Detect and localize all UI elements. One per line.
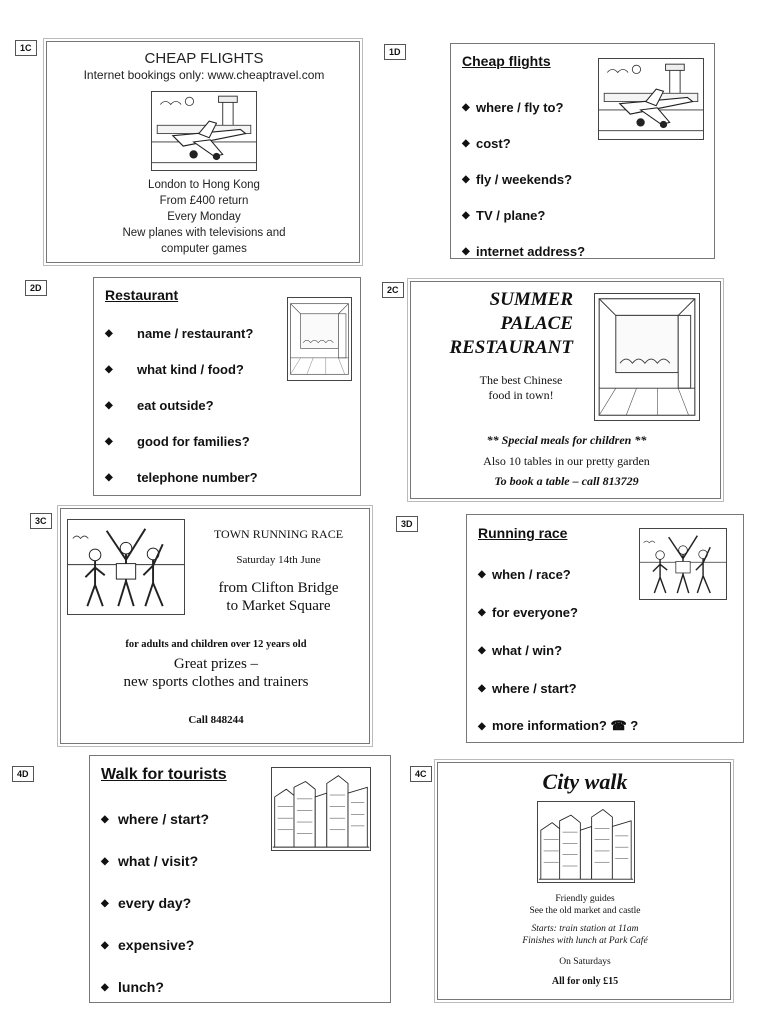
list-item: ◆ where / fly to? [462, 99, 564, 115]
list-item: ◆ TV / plane? [462, 207, 546, 223]
plane-icon [152, 92, 256, 170]
diamond-bullet-icon: ◆ [105, 471, 113, 483]
city-buildings-illustration [537, 801, 635, 883]
list-item: ◆ for everyone? [478, 604, 578, 620]
card-1c-cheap-flights-advert [46, 41, 360, 263]
diamond-bullet-icon: ◆ [462, 209, 470, 221]
list-item: ◆ what / visit? [101, 853, 199, 869]
restaurant-interior-illustration [594, 293, 700, 421]
list-item: ◆ what kind / food? [105, 361, 244, 377]
card-1c-title: CHEAP FLIGHTS [144, 50, 264, 67]
list-item: ◆ expensive? [101, 937, 195, 953]
card-2c-special-meals: ** Special meals for children ** [486, 433, 647, 447]
list-item: ◆ where / start? [101, 811, 210, 827]
card-4d-tag: 4D [12, 766, 34, 782]
runners-icon [68, 520, 184, 614]
list-item: ◆ telephone number? [105, 469, 258, 485]
list-item: ◆ more information? ☎ ? [478, 718, 639, 733]
card-3c-route: from Clifton Bridge to Market Square [218, 580, 339, 614]
diamond-bullet-icon: ◆ [101, 981, 109, 993]
card-2d-restaurant-questions [93, 277, 361, 496]
diamond-bullet-icon: ◆ [105, 327, 113, 339]
diamond-bullet-icon: ◆ [462, 173, 470, 185]
diamond-bullet-icon: ◆ [462, 101, 470, 113]
card-4d-question-list [101, 798, 209, 1008]
card-4c-city-walk-advert [437, 762, 731, 1000]
city-icon [538, 802, 634, 882]
list-item: ◆ what / win? [478, 642, 563, 658]
card-1c-details [47, 177, 361, 257]
card-2d-tag: 2D [25, 280, 47, 296]
card-4c-price: All for only £15 [551, 976, 619, 987]
card-3d-title: Running race [478, 525, 568, 541]
card-1c-subtitle: Internet bookings only: www.cheaptravel.com [83, 68, 325, 82]
card-1c-route: London to Hong Kong [148, 179, 260, 191]
city-buildings-illustration-small [271, 767, 371, 851]
diamond-bullet-icon: ◆ [478, 606, 486, 618]
card-1d-question-list [462, 89, 585, 269]
list-item: ◆ where / start? [478, 680, 577, 696]
list-item: ◆ cost? [462, 135, 511, 151]
card-2c-summer-palace-advert [410, 281, 721, 499]
list-item: ◆ internet address? [462, 243, 586, 259]
card-1c-price: From £400 return [159, 195, 249, 207]
card-3c-call: Call 848244 [188, 714, 244, 726]
card-3c-prizes: Great prizes – new sports clothes and trainers [123, 656, 309, 690]
card-1d-cheap-flights-questions [450, 43, 715, 259]
city-icon [272, 768, 370, 850]
card-1c-day: Every Monday [167, 211, 241, 223]
restaurant-icon [595, 294, 699, 420]
runners-finish-line-illustration [67, 519, 185, 615]
card-2c-booking: To book a table – call 813729 [494, 474, 639, 488]
airport-plane-illustration-small [598, 58, 704, 140]
card-2c-title: SUMMER PALACE RESTAURANT [449, 289, 573, 358]
card-1c-games: computer games [161, 243, 247, 255]
plane-icon [599, 59, 703, 139]
list-item: ◆ when / race? [478, 566, 571, 582]
card-3d-tag: 3D [396, 516, 418, 532]
card-3d-question-list [478, 555, 638, 745]
diamond-bullet-icon: ◆ [101, 939, 109, 951]
list-item: ◆ fly / weekends? [462, 171, 573, 187]
card-3c-title: TOWN RUNNING RACE [213, 527, 344, 541]
card-2c-garden: Also 10 tables in our pretty garden [483, 454, 650, 468]
restaurant-interior-illustration-small [287, 297, 352, 381]
diamond-bullet-icon: ◆ [478, 682, 486, 694]
card-1d-tag: 1D [384, 44, 406, 60]
restaurant-icon [288, 298, 351, 380]
card-4d-walk-questions [89, 755, 391, 1003]
card-1d-title: Cheap flights [462, 53, 551, 69]
diamond-bullet-icon: ◆ [462, 245, 470, 257]
card-1c-tag: 1C [15, 40, 37, 56]
diamond-bullet-icon: ◆ [462, 137, 470, 149]
list-item: ◆ every day? [101, 895, 192, 911]
runners-icon [640, 529, 726, 599]
card-4c-schedule: Starts: train station at 11am Finishes with lunch at Park Café [522, 924, 648, 946]
diamond-bullet-icon: ◆ [478, 644, 486, 656]
card-4c-title: City walk [542, 769, 628, 794]
card-1c-planes: New planes with televisions and [122, 227, 286, 239]
diamond-bullet-icon: ◆ [105, 363, 113, 375]
list-item: ◆ name / restaurant? [105, 325, 254, 341]
list-item: ◆ lunch? [101, 979, 164, 995]
card-3c-eligibility: for adults and children over 12 years old [125, 639, 307, 650]
airport-plane-illustration [151, 91, 257, 171]
card-3c-tag: 3C [30, 513, 52, 529]
card-3c-date: Saturday 14th June [236, 554, 321, 566]
card-2c-tag: 2C [382, 282, 404, 298]
card-4d-title: Walk for tourists [101, 766, 227, 783]
card-4c-days: On Saturdays [559, 957, 611, 967]
diamond-bullet-icon: ◆ [478, 720, 486, 732]
diamond-bullet-icon: ◆ [101, 855, 109, 867]
diamond-bullet-icon: ◆ [101, 813, 109, 825]
card-3d-running-race-questions [466, 514, 744, 743]
diamond-bullet-icon: ◆ [105, 399, 113, 411]
card-4c-tag: 4C [410, 766, 432, 782]
diamond-bullet-icon: ◆ [478, 568, 486, 580]
card-2d-title: Restaurant [105, 287, 179, 303]
card-2c-tagline: The best Chinese food in town! [479, 373, 563, 402]
list-item: ◆ eat outside? [105, 397, 214, 413]
diamond-bullet-icon: ◆ [101, 897, 109, 909]
card-4c-guides: Friendly guides See the old market and castle [529, 894, 641, 916]
card-2d-question-list [105, 315, 258, 495]
card-3c-running-race-advert [60, 508, 370, 744]
list-item: ◆ good for families? [105, 433, 250, 449]
diamond-bullet-icon: ◆ [105, 435, 113, 447]
runners-finish-line-illustration-small [639, 528, 727, 600]
